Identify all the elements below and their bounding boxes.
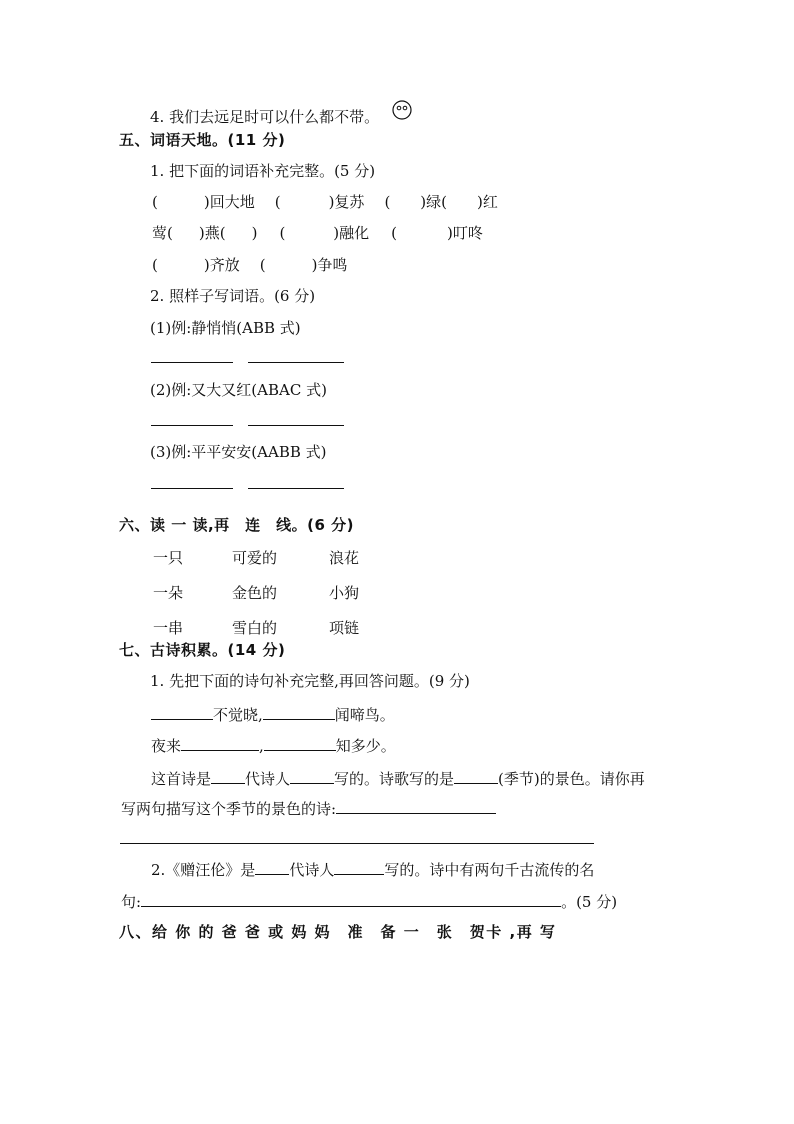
poem-text: , <box>259 737 264 755</box>
question-text: 代诗人 <box>289 861 335 879</box>
poem-blank[interactable] <box>264 735 336 751</box>
answer-blank[interactable] <box>211 768 245 784</box>
question-4 <box>150 107 379 127</box>
answer-line[interactable] <box>248 362 344 363</box>
poem-text: 不觉晓, <box>213 706 263 724</box>
question-text: (季节)的景色。请你再 <box>498 770 645 788</box>
word-row-3-item: ( <box>152 256 158 274</box>
answer-line[interactable] <box>248 425 344 426</box>
match-right-1[interactable]: 浪花 <box>329 549 360 567</box>
word-row-1-item: )回大地 <box>203 193 255 211</box>
word-row-2-item: ) <box>251 224 258 242</box>
question-text: 2.《赠汪伦》是 <box>151 861 256 879</box>
poem-line-1 <box>151 704 395 725</box>
word-row-3 <box>152 255 347 275</box>
word-row-2-item: ( <box>391 224 398 242</box>
poem-question <box>151 768 645 789</box>
word-row-3-item: )齐放 <box>203 256 240 274</box>
question-text: 写两句描写这个季节的景色的诗: <box>121 800 337 818</box>
match-mid-3[interactable]: 雪白的 <box>232 619 278 637</box>
poem-blank[interactable] <box>181 735 259 751</box>
word-row-2-item: 莺( <box>152 224 173 242</box>
match-mid-2[interactable]: 金色的 <box>232 584 278 602</box>
poem-question-cont <box>121 798 496 819</box>
word-row-2-item: )叮咚 <box>447 224 483 242</box>
poem-text: 闻啼鸟。 <box>334 706 395 724</box>
poem-blank[interactable] <box>151 704 213 720</box>
word-row-3-item: )争鸣 <box>311 256 348 274</box>
s7-part2-cont <box>121 891 617 912</box>
word-row-1-item: ( <box>384 193 391 211</box>
word-row-2-item: )融化 <box>333 224 370 242</box>
example-3: (3)例:平平安安(AABB 式) <box>150 443 327 461</box>
question-text: 句: <box>121 893 142 911</box>
word-row-1-item: ( <box>152 193 158 211</box>
smiley-face-icon <box>392 100 412 120</box>
section-8-title: 八、给 你 的 爸 爸 或 妈 妈 准 备 一 张 贺卡 ,再 写 <box>119 923 557 941</box>
answer-line[interactable] <box>248 488 344 489</box>
match-right-2[interactable]: 小狗 <box>329 584 360 602</box>
match-left-2[interactable]: 一朵 <box>153 584 184 602</box>
question-text: 写的。诗中有两句千古流传的名 <box>384 861 595 879</box>
match-left-1[interactable]: 一只 <box>153 549 184 567</box>
poem-line-2 <box>151 735 396 756</box>
answer-line[interactable] <box>151 488 233 489</box>
word-row-1-item: ( <box>274 193 281 211</box>
question-text: 。(5 分) <box>561 893 618 911</box>
answer-blank[interactable] <box>255 859 289 875</box>
answer-line[interactable] <box>120 843 594 844</box>
question-text: 写的。诗歌写的是 <box>334 770 455 788</box>
word-row-1-item: )复苏 <box>328 193 365 211</box>
section-5-title: 五、词语天地。(11 分) <box>119 131 286 149</box>
word-row-2 <box>152 223 483 243</box>
poem-text: 知多少。 <box>335 737 396 755</box>
poem-text: 夜来 <box>151 737 182 755</box>
answer-line[interactable] <box>151 362 233 363</box>
question-4-text: 4. 我们去远足时可以什么都不带。 <box>150 108 380 126</box>
s5-part2-title: 2. 照样子写词语。(6 分) <box>150 287 316 305</box>
answer-blank[interactable] <box>454 768 498 784</box>
word-row-2-item: )燕( <box>198 224 226 242</box>
question-text: 代诗人 <box>245 770 291 788</box>
example-2: (2)例:又大又红(ABAC 式) <box>150 381 327 399</box>
word-row-1-item: )绿( <box>420 193 448 211</box>
s7-part1-title: 1. 先把下面的诗句补充完整,再回答问题。(9 分) <box>150 672 470 690</box>
section-6-title: 六、读 一 读,再 连 线。(6 分) <box>119 516 355 534</box>
match-right-3[interactable]: 项链 <box>329 619 360 637</box>
word-row-1-item: )红 <box>477 193 498 211</box>
answer-blank[interactable] <box>334 859 384 875</box>
word-row-3-item: ( <box>259 256 266 274</box>
section-7-title: 七、古诗积累。(14 分) <box>119 641 286 659</box>
match-mid-1[interactable]: 可爱的 <box>232 549 278 567</box>
answer-line[interactable] <box>151 425 233 426</box>
s7-part2 <box>151 859 594 880</box>
example-1: (1)例:静悄悄(ABB 式) <box>150 319 301 337</box>
match-left-3[interactable]: 一串 <box>153 619 184 637</box>
word-row-1 <box>152 192 498 212</box>
s5-part1-title: 1. 把下面的词语补充完整。(5 分) <box>150 162 376 180</box>
poem-blank[interactable] <box>263 704 335 720</box>
question-text: 这首诗是 <box>151 770 212 788</box>
answer-blank[interactable] <box>141 891 561 907</box>
word-row-2-item: ( <box>279 224 286 242</box>
answer-blank[interactable] <box>290 768 334 784</box>
answer-blank[interactable] <box>336 798 496 814</box>
